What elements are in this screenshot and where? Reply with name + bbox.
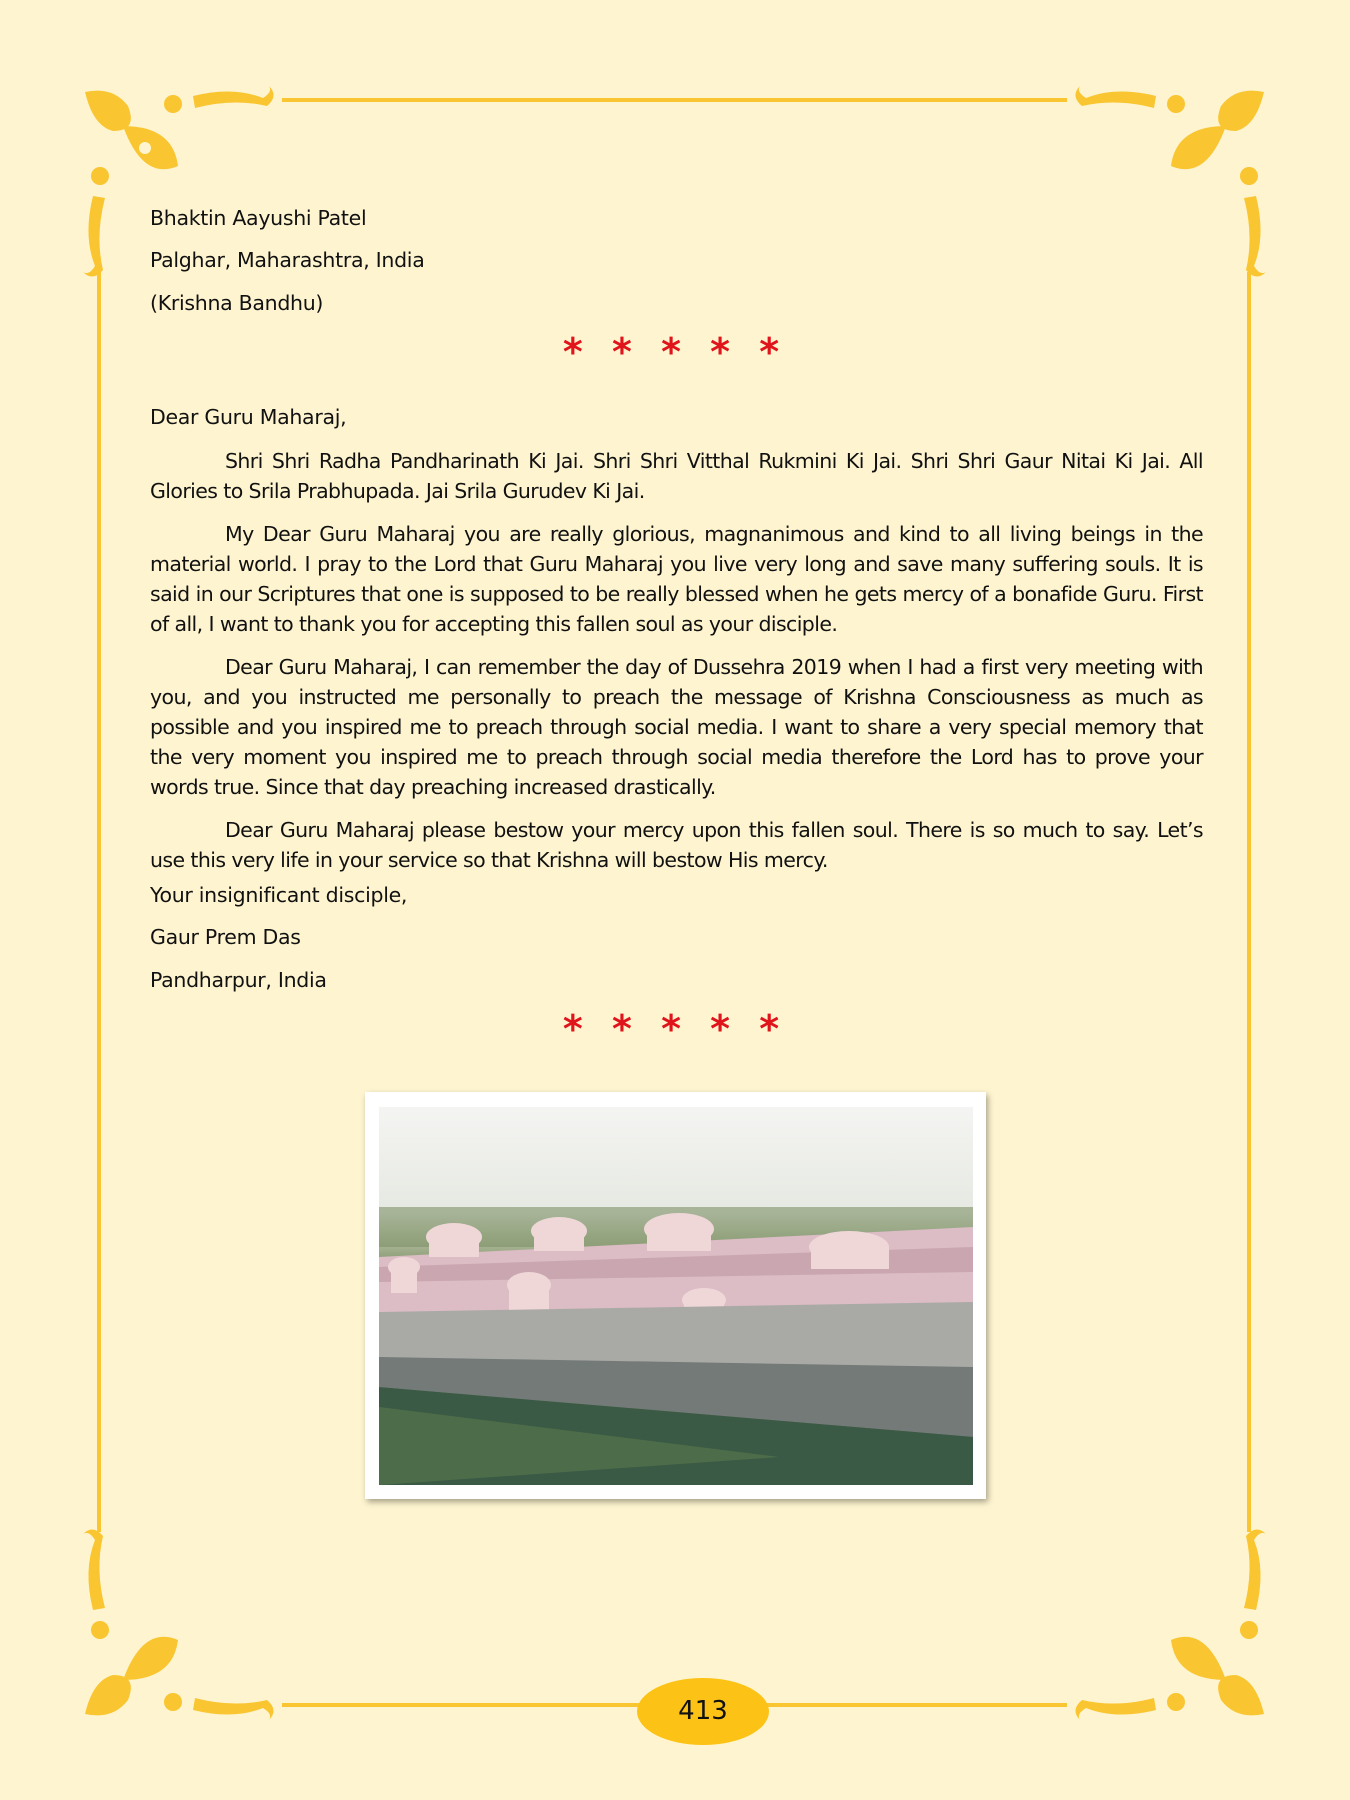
signature-location: Pandharpur, India	[150, 968, 327, 992]
letter-body	[150, 446, 1203, 888]
corner-ornament-icon	[83, 1520, 283, 1720]
letter-salutation: Dear Guru Maharaj,	[150, 405, 347, 429]
star-separator: * * * * *	[562, 330, 788, 374]
temple-ghat-photo	[379, 1107, 973, 1485]
author-name: Bhaktin Aayushi Patel	[150, 206, 367, 230]
letter-paragraph: Dear Guru Maharaj, I can remember the day of Dussehra 2019 when I had a first very meeting with you, and you instructed me personally to preach the message of Krishna Consciousness as much as possible and you inspired me to preach through social media. I want to share a very special memory that the very moment you inspired me to preach through social media therefore the Lord has to prove your words true. Since that day preaching increased drastically.	[150, 655, 1203, 799]
author-note: (Krishna Bandhu)	[150, 291, 324, 315]
page-number-badge: 413	[637, 1678, 769, 1745]
border-right	[1247, 272, 1251, 1532]
border-left	[97, 272, 101, 1532]
letter-paragraph: My Dear Guru Maharaj you are really glorious, magnanimous and kind to all living beings in the material world. I pray to the Lord that Guru Maharaj you live very long and save many suffering souls. It is said in our Scriptures that one is supposed to be really blessed when he gets mercy of a bonafide Guru. First of all, I want to thank you for accepting this fallen soul as your disciple.	[150, 522, 1203, 636]
temple-ghat-illustration	[379, 1107, 973, 1485]
corner-ornament-icon	[1066, 86, 1266, 286]
letter-paragraph: Dear Guru Maharaj please bestow your mercy upon this fallen soul. There is so much to say. Let’s use this very life in your service so that Krishna will bestow His mercy.	[150, 818, 1203, 872]
star-separator: * * * * *	[562, 1007, 788, 1051]
author-location: Palghar, Maharashtra, India	[150, 248, 425, 272]
corner-ornament-icon	[1066, 1520, 1266, 1720]
letter-paragraph: Shri Shri Radha Pandharinath Ki Jai. Shri Shri Vitthal Rukmini Ki Jai. Shri Shri Gaur Nitai Ki Jai. All Glories to Srila Prabhupada. Jai Srila Gurudev Ki Jai.	[150, 449, 1203, 503]
letter-closing: Your insignificant disciple,	[150, 883, 408, 907]
photo-frame	[365, 1092, 986, 1499]
border-top	[282, 98, 1067, 102]
letter-signature: Gaur Prem Das	[150, 925, 301, 949]
